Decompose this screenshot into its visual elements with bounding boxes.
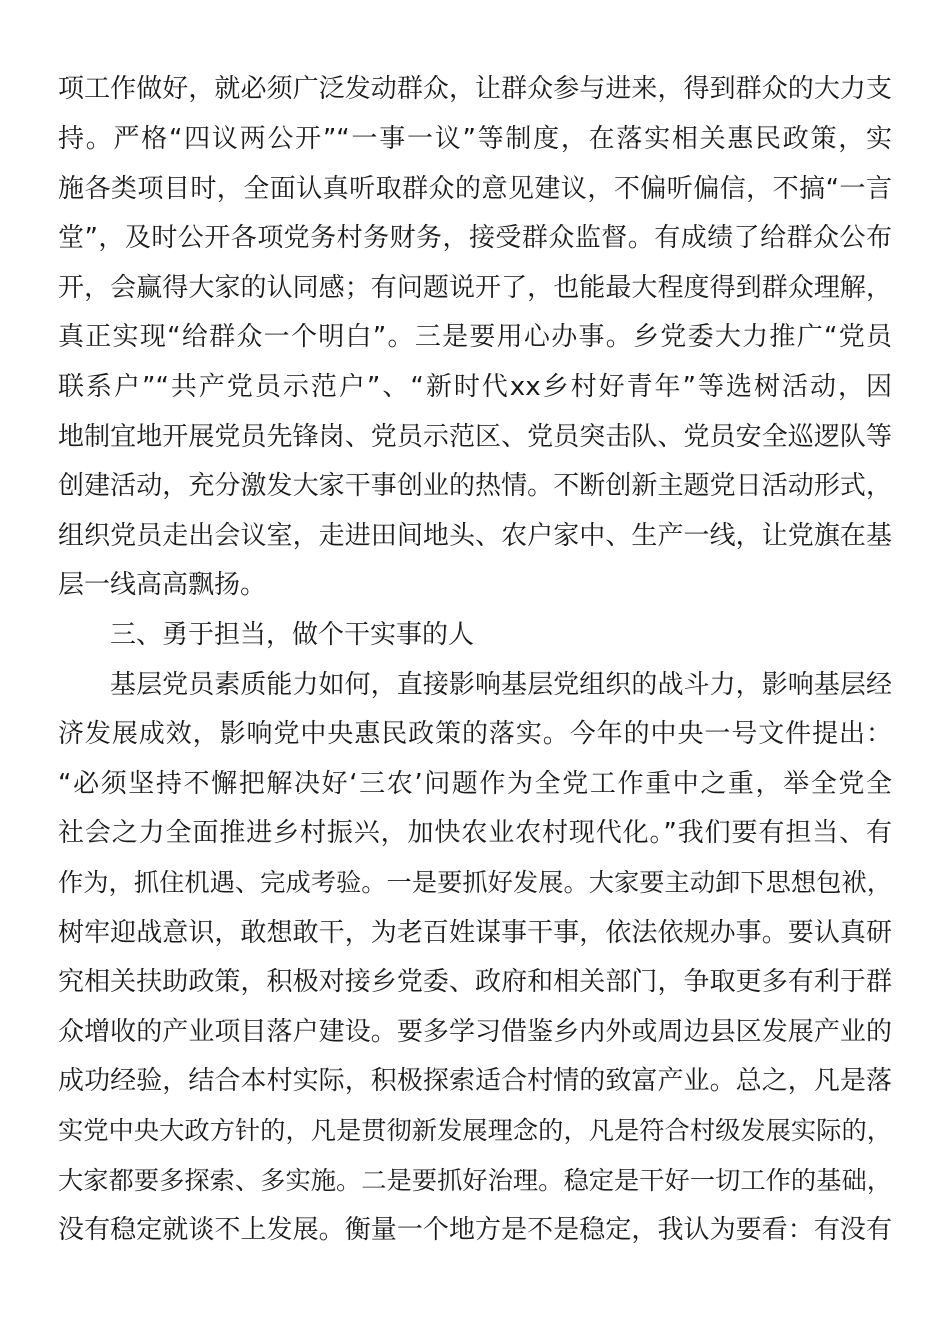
body-text-line: 实党中央大政方针的，凡是贯彻新发展理念的，凡是符合村级发展实际的， [58,1116,892,1145]
body-text-line: 基层党员素质能力如何，直接影响基层党组织的战斗力，影响基层经 [110,670,892,700]
body-text-line: 济发展成效，影响党中央惠民政策的落实。今年的中央一号文件提出： [58,719,892,749]
section-heading: 三、勇于担当，做个干实事的人 [110,620,475,650]
body-text-line: 创建活动，充分激发大家干事创业的热情。不断创新主题党日活动形式， [58,471,892,501]
body-text-line: 大家都要多探索、多实施。二是要抓好治理。稳定是干好一切工作的基础， [58,1166,892,1195]
body-text-line: 开，会赢得大家的认同感；有问题说开了，也能最大程度得到群众理解， [58,273,892,303]
body-text-line: 社会之力全面推进乡村振兴，加快农业农村现代化。”我们要有担当、有 [58,818,892,848]
body-text-line: 成功经验，结合本村实际，积极探索适合村情的致富产业。总之，凡是落 [58,1066,892,1096]
body-text-line: 作为，抓住机遇、完成考验。一是要抓好发展。大家要主动卸下思想包袱， [58,868,892,897]
body-text-line: 究相关扶助政策，积极对接乡党委、政府和相关部门，争取更多有利于群 [58,967,892,997]
body-text-line: 众增收的产业项目落户建设。要多学习借鉴乡内外或周边县区发展产业的 [58,1017,892,1047]
body-text-line: “必须坚持不懈把解决好‘三农’问题作为全党工作重中之重，举全党全 [58,769,892,799]
body-text-line: 地制宜地开展党员先锋岗、党员示范区、党员突击队、党员安全巡逻队等 [58,422,892,452]
body-text-line: 施各类项目时，全面认真听取群众的意见建议，不偏听偏信，不搞“一言 [58,174,892,204]
body-text-line: 联系户”“共产党员示范户”、“新时代xx乡村好青年”等选树活动，因 [58,372,892,402]
body-text-line: 持。严格“四议两公开”“一事一议”等制度，在落实相关惠民政策，实 [58,124,892,154]
body-text-line: 堂”，及时公开各项党务村务财务，接受群众监督。有成绩了给群众公布 [58,223,892,253]
body-text-line: 没有稳定就谈不上发展。衡量一个地方是不是稳定，我认为要看：有没有 [58,1215,892,1245]
body-text-line: 组织党员走出会议室，走进田间地头、农户家中、生产一线，让党旗在基 [58,521,892,551]
body-text-line: 真正实现“给群众一个明白”。三是要用心办事。乡党委大力推广“党员 [58,322,892,352]
body-text-line: 树牢迎战意识，敢想敢干，为老百姓谋事干事，依法依规办事。要认真研 [58,918,892,948]
body-text-line: 层一线高高飘扬。 [58,570,267,600]
body-text-line: 项工作做好，就必须广泛发动群众，让群众参与进来，得到群众的大力支 [58,74,892,104]
